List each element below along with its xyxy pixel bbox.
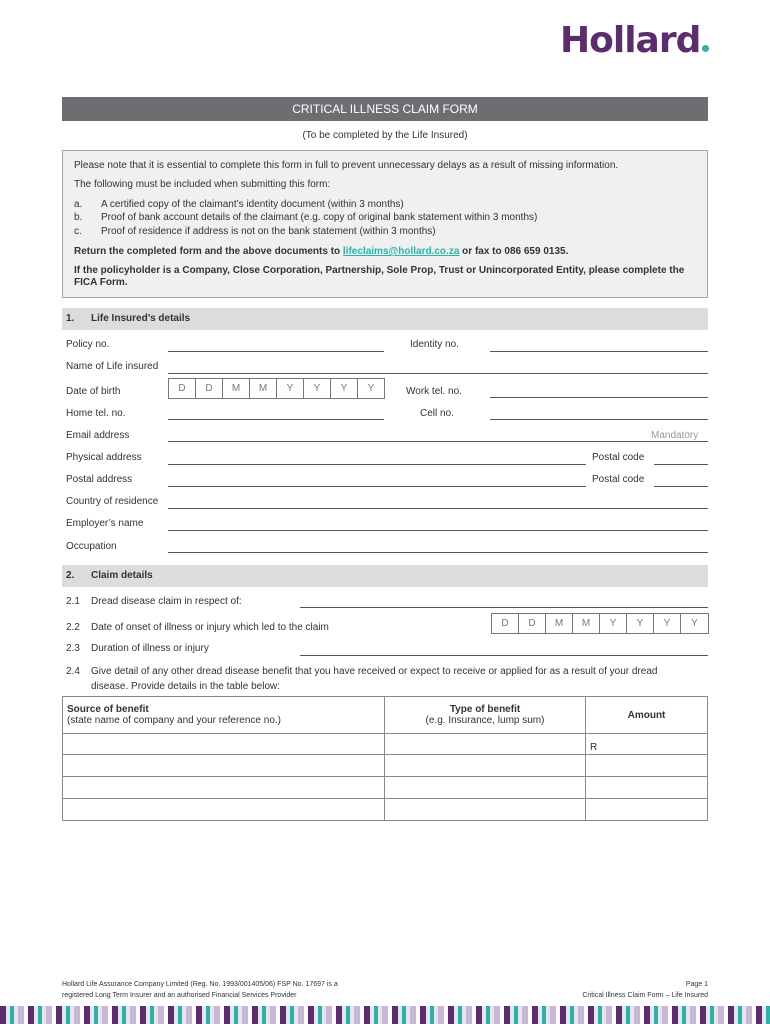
date-letter: Y bbox=[691, 618, 698, 629]
footer-form-name: Critical Illness Claim Form – Life Insured bbox=[582, 992, 708, 999]
cell-label: Cell no. bbox=[420, 408, 454, 419]
postal-code-label: Postal code bbox=[592, 452, 645, 463]
col-subtitle: (e.g. Insurance, lump sum) bbox=[425, 715, 545, 726]
type-cell[interactable] bbox=[385, 799, 586, 821]
currency-symbol: R bbox=[590, 742, 598, 753]
col-type-header bbox=[385, 697, 586, 734]
question-number: 2.1 bbox=[66, 596, 80, 607]
dread-disease-label: Dread disease claim in respect of: bbox=[91, 596, 242, 607]
name-label: Name of Life insured bbox=[66, 361, 159, 372]
other-benefit-label: Give detail of any other dread disease benefit that you have received or expect to receive or applied for as a result of your dread bbox=[91, 666, 658, 677]
duration-label: Duration of illness or injury bbox=[91, 643, 209, 654]
policy-no-field[interactable] bbox=[168, 351, 384, 352]
col-title: Amount bbox=[627, 709, 666, 721]
work-tel-label: Work tel. no. bbox=[406, 386, 462, 397]
question-number: 2.2 bbox=[66, 622, 80, 633]
item-marker: a. bbox=[74, 199, 83, 210]
source-cell[interactable] bbox=[63, 777, 385, 799]
dread-disease-field[interactable] bbox=[300, 607, 708, 608]
amount-cell[interactable] bbox=[586, 755, 708, 777]
dob-label: Date of birth bbox=[66, 386, 121, 397]
table-row bbox=[63, 755, 708, 777]
home-tel-label: Home tel. no. bbox=[66, 408, 126, 419]
cell-field[interactable] bbox=[490, 419, 708, 420]
date-letter: Y bbox=[627, 614, 654, 633]
table-row bbox=[63, 799, 708, 821]
section-title: Claim details bbox=[91, 570, 153, 581]
date-letter: Y bbox=[304, 379, 331, 398]
table-row bbox=[63, 777, 708, 799]
amount-cell[interactable] bbox=[586, 734, 708, 755]
mandatory-note: Mandatory bbox=[651, 430, 699, 441]
date-letter: D bbox=[196, 379, 223, 398]
fica-note: If the policyholder is a Company, Close Corporation, Partnership, Sole Prop, Trust or Unincorporated Entity, please complete the bbox=[74, 265, 685, 276]
page-number: Page 1 bbox=[685, 981, 708, 988]
col-amount-header bbox=[586, 697, 708, 734]
date-letter: M bbox=[250, 379, 277, 398]
source-cell[interactable] bbox=[63, 734, 385, 755]
postal-address-label: Postal address bbox=[66, 474, 133, 485]
type-cell[interactable] bbox=[385, 777, 586, 799]
physical-address-label: Physical address bbox=[66, 452, 142, 463]
table-header-row bbox=[63, 697, 708, 734]
form-subtitle: (To be completed by the Life Insured) bbox=[302, 130, 468, 141]
country-field[interactable] bbox=[168, 508, 708, 509]
logo-dot bbox=[702, 45, 709, 52]
table-row bbox=[63, 734, 708, 755]
return-text: Return the completed form and the above documents to bbox=[74, 246, 343, 257]
policy-no-label: Policy no. bbox=[66, 339, 110, 350]
country-label: Country of residence bbox=[66, 496, 159, 507]
date-letter: M bbox=[546, 614, 573, 633]
date-letter: Y bbox=[277, 379, 304, 398]
source-cell[interactable] bbox=[63, 755, 385, 777]
employer-field[interactable] bbox=[168, 530, 708, 531]
date-letter: Y bbox=[367, 383, 375, 394]
col-subtitle: (state name of company and your reference no.) bbox=[67, 715, 282, 726]
onset-date-label: Date of onset of illness or injury which led to the claim bbox=[91, 622, 329, 633]
postal-code-label: Postal code bbox=[592, 474, 645, 485]
benefit-table bbox=[62, 696, 708, 821]
notice-item bbox=[74, 212, 538, 223]
physical-postal-code-field[interactable] bbox=[654, 464, 708, 465]
item-text: Proof of bank account details of the claimant (e.g. copy of original bank statement within 3 months) bbox=[101, 212, 538, 223]
dob-field[interactable] bbox=[168, 378, 385, 399]
work-tel-field[interactable] bbox=[490, 397, 708, 398]
notice-item bbox=[74, 226, 436, 237]
date-letter: D bbox=[492, 614, 519, 633]
source-cell[interactable] bbox=[63, 799, 385, 821]
other-benefit-label: disease. Provide details in the table below: bbox=[91, 681, 281, 692]
footer-legal: registered Long Term Insurer and an authorised Financial Services Provider bbox=[62, 992, 297, 999]
home-tel-field[interactable] bbox=[168, 419, 384, 420]
date-letter: Y bbox=[331, 379, 358, 398]
type-cell[interactable] bbox=[385, 755, 586, 777]
col-title: Source of benefit bbox=[67, 704, 149, 715]
date-letter: Y bbox=[654, 614, 681, 633]
occupation-field[interactable] bbox=[168, 552, 708, 553]
name-field[interactable] bbox=[168, 373, 708, 374]
footer-legal: Hollard Life Assurance Company Limited (Reg. No. 1993/001405/06) FSP No. 17697 is a bbox=[62, 981, 338, 988]
return-instructions bbox=[74, 246, 568, 257]
amount-cell[interactable] bbox=[586, 777, 708, 799]
col-source-header bbox=[63, 697, 385, 734]
decorative-border bbox=[0, 1006, 770, 1024]
section-number: 1. bbox=[66, 313, 75, 324]
email-label: Email address bbox=[66, 430, 130, 441]
section-number: 2. bbox=[66, 570, 75, 581]
claims-email-link[interactable]: lifeclaims@hollard.co.za bbox=[342, 246, 460, 257]
notice-line: Please note that it is essential to complete this form in full to prevent unnecessary delays as a result of missing information. bbox=[74, 160, 619, 171]
form-title: CRITICAL ILLNESS CLAIM FORM bbox=[62, 97, 708, 121]
notice-line: The following must be included when submitting this form: bbox=[74, 179, 331, 190]
notice-item bbox=[74, 199, 404, 210]
identity-no-label: Identity no. bbox=[410, 339, 459, 350]
question-number: 2.4 bbox=[66, 666, 80, 677]
section-2-header bbox=[62, 565, 708, 587]
item-text: A certified copy of the claimant’s identity document (within 3 months) bbox=[101, 199, 404, 210]
email-field[interactable] bbox=[168, 441, 708, 442]
physical-address-field[interactable] bbox=[168, 464, 586, 465]
onset-date-field[interactable] bbox=[491, 613, 709, 634]
hollard-logo: Hollard bbox=[560, 20, 709, 61]
fica-note: FICA Form. bbox=[74, 277, 128, 288]
notice-box bbox=[62, 150, 708, 298]
duration-field[interactable] bbox=[300, 655, 708, 656]
section-title: Life Insured’s details bbox=[91, 313, 191, 324]
date-letter: M bbox=[573, 614, 600, 633]
identity-no-field[interactable] bbox=[490, 351, 708, 352]
date-letter: D bbox=[519, 614, 546, 633]
item-marker: b. bbox=[74, 212, 83, 223]
postal-postal-code-field[interactable] bbox=[654, 486, 708, 487]
postal-address-field[interactable] bbox=[168, 486, 586, 487]
item-marker: c. bbox=[74, 226, 82, 237]
col-title: Type of benefit bbox=[449, 704, 521, 715]
type-cell[interactable] bbox=[385, 734, 586, 755]
employer-label: Employer’s name bbox=[66, 518, 144, 529]
item-text: Proof of residence if address is not on the bank statement (within 3 months) bbox=[101, 226, 436, 237]
date-letter: D bbox=[169, 379, 196, 398]
question-number: 2.3 bbox=[66, 643, 80, 654]
occupation-label: Occupation bbox=[66, 541, 117, 552]
date-letter: M bbox=[223, 379, 250, 398]
section-1-header bbox=[62, 308, 708, 330]
return-fax: or fax to 086 659 0135. bbox=[459, 246, 569, 257]
amount-cell[interactable] bbox=[586, 799, 708, 821]
date-letter: Y bbox=[600, 614, 627, 633]
